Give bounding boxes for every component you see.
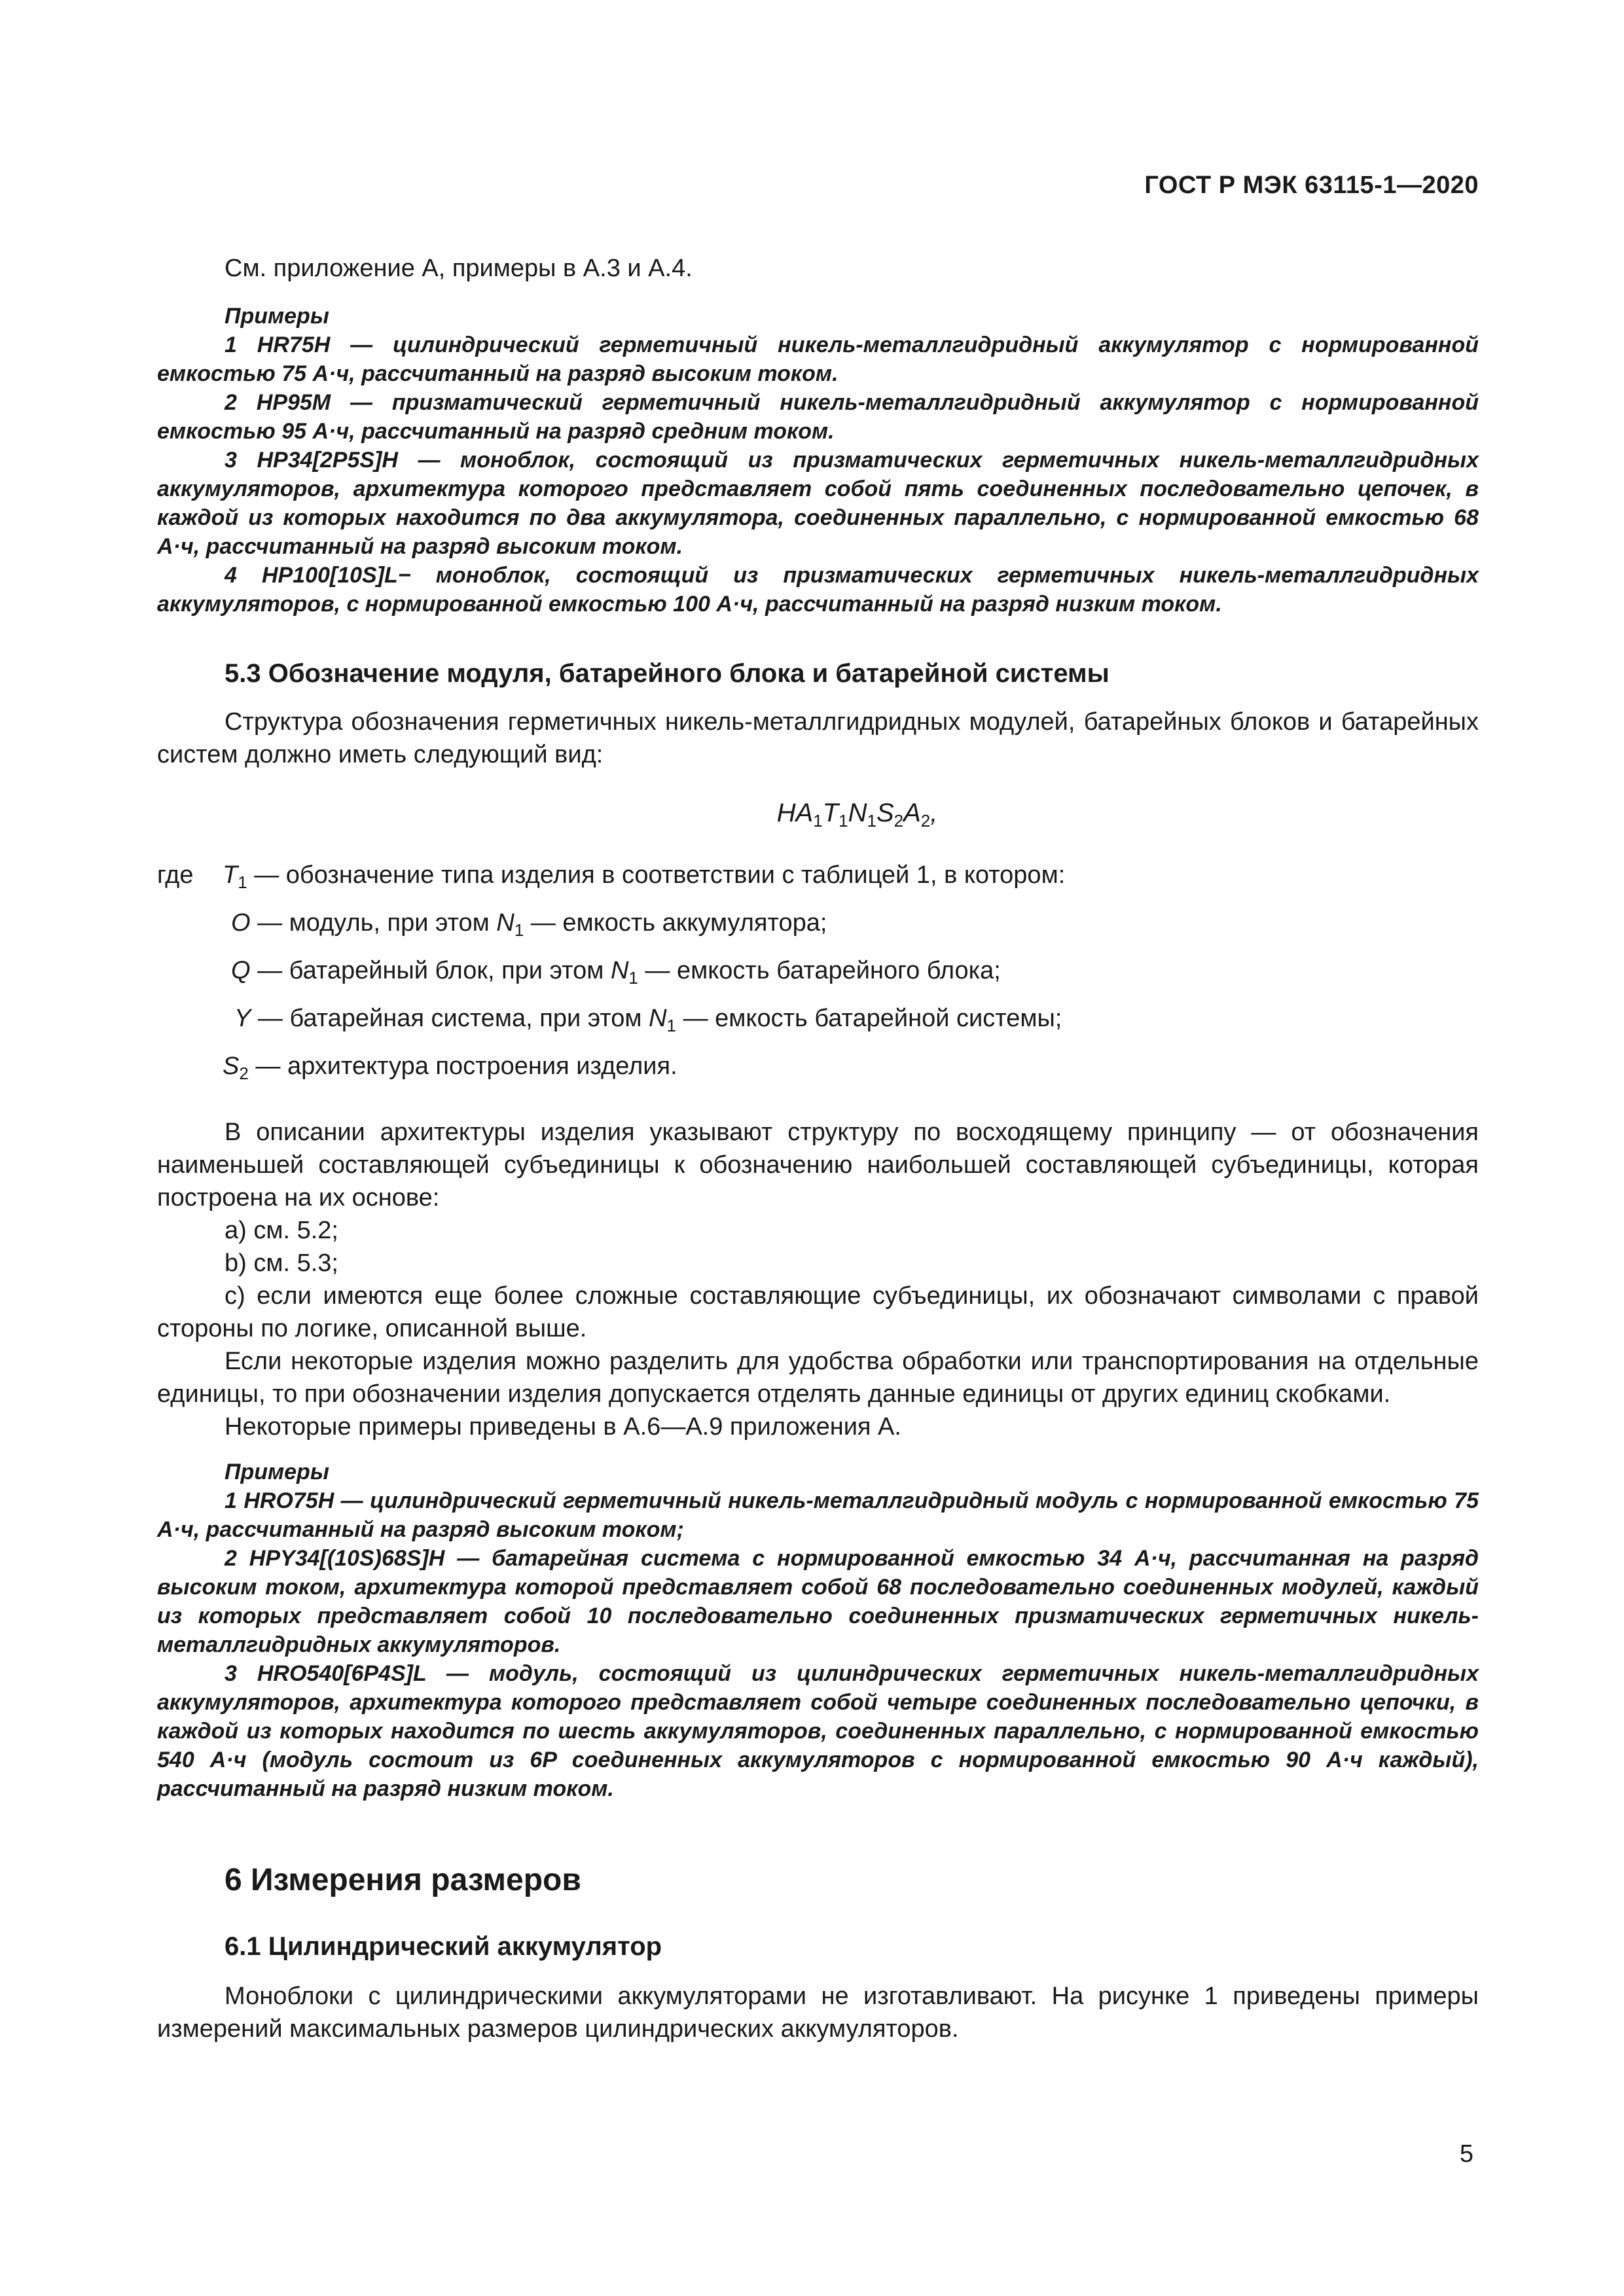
examples-reference: Некоторые примеры приведены в А.6—А.9 приложения А.: [225, 1413, 901, 1441]
example-item: 2 HP95M — призматический герметичный никель-металлгидридный аккумулятор с нормированной емкостью 95 А·ч, рассчитанный на разряд средним током.: [157, 390, 1479, 444]
page-content: [157, 252, 1479, 2045]
definition-y: Y — батарейная система, при этом $N_1$ — емкость батарейной системы;: [234, 1005, 1062, 1035]
example-item: 3 HP34[2P5S]H — моноблок, состоящий из призматических герметичных никель-металлгидридных аккумуляторов, архитектура которого представляет собой пять соединенных последовательно цепочек, в каждой из которых находится по два аккумулятора, соединенных параллельно, с нормированной емкостью 68 А·ч, рассчитанный на разряд высоким током.: [157, 448, 1479, 559]
section-heading-6: 6 Измерения размеров: [225, 1863, 581, 1897]
architecture-text: В описании архитектуры изделия указывают структуру по восходящему принципу — от обозначения наименьшей составляющей субъединицы к обозначению наибольшей составляющей субъединицы, которая построена на их основе:: [157, 1119, 1479, 1211]
section-heading-5-3: 5.3 Обозначение модуля, батарейного блока и батарейной системы: [225, 659, 1110, 688]
section-heading-6-1: 6.1 Цилиндрический аккумулятор: [225, 1932, 662, 1961]
example-item: 3 HRO540[6P4S]L — модуль, состоящий из цилиндрических герметичных никель-металлгидридных аккумуляторов, архитектура которого представляет собой четыре соединенных последовательно цепочки, в каждой из которых находится по шесть аккумуляторов, соединенных параллельно, с нормированной емкостью 540 А·ч (модуль состоит из 6P соединенных аккумуляторов с нормированной емкостью 90 А·ч каждый), рассчитанный на разряд низким током.: [157, 1661, 1479, 1801]
designation-formula: $HA_1T_1N_1S_2A_2$,: [776, 798, 938, 831]
list-item-c: с) если имеются еще более сложные составляющие субъединицы, их обозначают символами с правой стороны по логике, описанной выше.: [157, 1282, 1479, 1342]
example-item: 4 HP100[10S]L− моноблок, состоящий из призматических герметичных никель-металлгидридных аккумуляторов, с нормированной емкостью 100 А·ч, рассчитанный на разряд низким током.: [157, 563, 1479, 617]
document-header: ГОСТ Р МЭК 63115-1—2020: [1144, 171, 1479, 199]
structure-intro: Структура обозначения герметичных никель-металлгидридных модулей, батарейных блоков и батарейных систем должно иметь следующий вид:: [157, 708, 1479, 768]
examples-block-1: [157, 302, 1479, 619]
definitions-block: [157, 859, 1479, 1090]
definition-q: Q — батарейный блок, при этом $N_1$ — емкость батарейного блока;: [231, 957, 1001, 988]
example-item: 2 HPY34[(10S)68S]H — батарейная система с нормированной емкостью 34 А·ч, рассчитанная на разряд высоким током, архитектура которой представляет собой 68 последовательно соединенных модулей, каждый из которых представляет собой 10 последовательно соединенных призматических герметичных никель-металлгидридных аккумуляторов.: [157, 1546, 1479, 1657]
example-item: 1 HRO75H — цилиндрический герметичный никель-металлгидридный модуль с нормированной емкостью 75 А·ч, рассчитанный на разряд высоким током;: [157, 1488, 1479, 1542]
definition-t1: $T_1$ — обозначение типа изделия в соответствии с таблицей 1, в котором:: [223, 861, 1066, 892]
examples-title: Примеры: [225, 1460, 329, 1484]
list-item-a: a) см. 5.2;: [225, 1217, 338, 1244]
intro-reference: См. приложение А, примеры в А.3 и А.4.: [225, 255, 693, 282]
examples-block-2: [157, 1458, 1479, 1803]
examples-title: Примеры: [225, 304, 329, 329]
example-item: 1 HR75H — цилиндрический герметичный никель-металлгидридный аккумулятор с нормированной емкостью 75 А·ч, рассчитанный на разряд высоким током.: [157, 332, 1479, 386]
definition-o: O — модуль, при этом $N_1$ — емкость аккумулятора;: [231, 909, 827, 940]
list-item-b: b) см. 5.3;: [225, 1249, 338, 1277]
section-6-1-text: Моноблоки с цилиндрическими аккумуляторами не изготавливают. На рисунке 1 приведены примеры измерений максимальных размеров цилиндрических аккумуляторов.: [157, 1982, 1479, 2043]
page-number: 5: [1459, 2140, 1473, 2168]
separate-units-text: Если некоторые изделия можно разделить для удобства обработки или транспортирования на отдельные единицы, то при обозначении изделия допускается отделять данные единицы от других единиц скобками.: [157, 1348, 1479, 1408]
definition-s2: $S_2$ — архитектура построения изделия.: [223, 1052, 677, 1083]
where-label: где: [157, 861, 194, 889]
